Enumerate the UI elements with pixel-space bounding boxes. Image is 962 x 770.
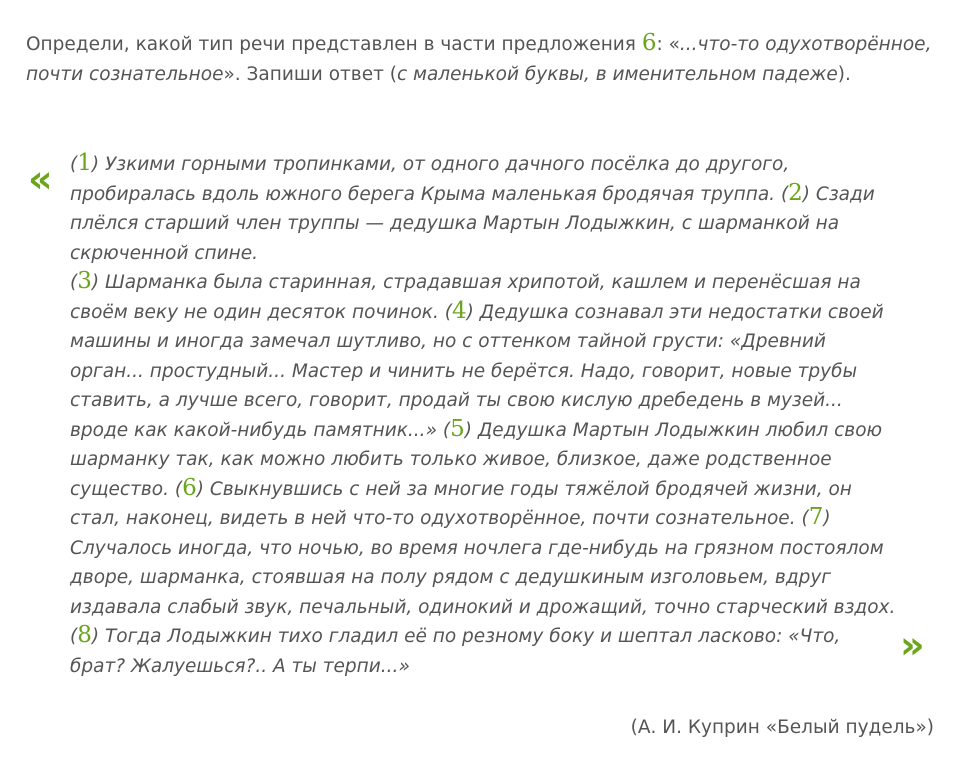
sentence-open-paren: (: [70, 272, 78, 293]
task-instruction: [26, 30, 941, 89]
task-text-part1: Определи, какой тип речи представлен в части предложения: [26, 34, 642, 55]
close-quote-icon: »: [900, 623, 925, 667]
sentence-text: ) Дедушка сознавал эти недостатки своей машины и иногда замечал шутливо, но с оттенком тайной грусти: «Древний орган... простудный... Мастер и чинить не берётся. Надо, говорит, новые трубы ставить, а лучше всего, говорит, продай ты свою кислую дребедень в музей... вроде как какой-нибудь памятник...»: [70, 301, 884, 441]
sentence-open-paren: (: [801, 508, 809, 529]
sentence-text: ) Шарманка была старинная, страдавшая хрипотой, кашлем и перенёсшая на своём веку не один десяток починок.: [70, 272, 861, 323]
sentence-text: ) Свыкнувшись с ней за многие годы тяжёлой бродячей жизни, он стал, наконец, видеть в ней что-то одухотворённое, почти сознательное.: [70, 478, 852, 529]
passage-paragraph-1: [70, 150, 900, 268]
sentence-text: ) Случалось иногда, что ночью, во время ночлега где-нибудь на грязном постоялом дворе, шарманка, стоявшая на полу рядом с дедушкиным изголовьем, вдруг издавала слабый звук, печальный, одинокий и дрожащий, точно старческий вздох.: [70, 508, 896, 618]
sentence-text: ) Узкими горными тропинками, от одного дачного посёлка до другого, пробиралась вдоль южного берега Крыма маленькая бродячая труппа.: [70, 154, 790, 205]
sentence-text: ) Тогда Лодыжкин тихо гладил её по резному боку и шептал ласково: «Что, брат? Жалуешься?.. А ты терпи...»: [70, 626, 841, 677]
sentence-number: 1: [77, 150, 92, 176]
sentence-number: 5: [450, 415, 465, 442]
sentence-open-paren: (: [442, 419, 451, 441]
sentence-number: 3: [77, 268, 92, 294]
sentence-number: 2: [788, 179, 803, 206]
sentence-open-paren: (: [780, 183, 789, 205]
sentence-number: 4: [451, 297, 467, 324]
sentence-open-paren: (: [174, 478, 183, 500]
sentence-number: 7: [808, 504, 824, 530]
sentence-number: 6: [182, 474, 197, 501]
sentence-open-paren: (: [70, 626, 78, 647]
sentence-text: ) Дедушка Мартын Лодыжкин любил свою шарманку так, как можно любить только живое, близкое, даже родственное существо.: [70, 419, 883, 500]
passage: [70, 150, 900, 681]
sentence-open-paren: (: [444, 301, 452, 323]
sentence-open-paren: (: [70, 154, 78, 175]
task-quoted-fragment: ...что-то одухотворённое, почти сознательное: [26, 34, 932, 85]
task-text-part4: ).: [837, 63, 851, 85]
task-text-part3: ». Запиши ответ (: [223, 63, 397, 85]
task-answer-instruction: с маленькой буквы, в именительном падеже: [396, 63, 838, 85]
sentence-number: 8: [77, 622, 92, 648]
task-text-part2: : «: [656, 34, 680, 55]
source-attribution: (А. И. Куприн «Белый пудель»): [630, 717, 934, 738]
sentence-text: ) Сзади плёлся старший член труппы — дедушка Мартын Лодыжкин, с шарманкой на скрюченной спине.: [70, 183, 875, 264]
open-quote-icon: «: [28, 157, 53, 201]
task-sentence-number: 6: [641, 30, 657, 56]
passage-paragraph-2: [70, 268, 900, 681]
